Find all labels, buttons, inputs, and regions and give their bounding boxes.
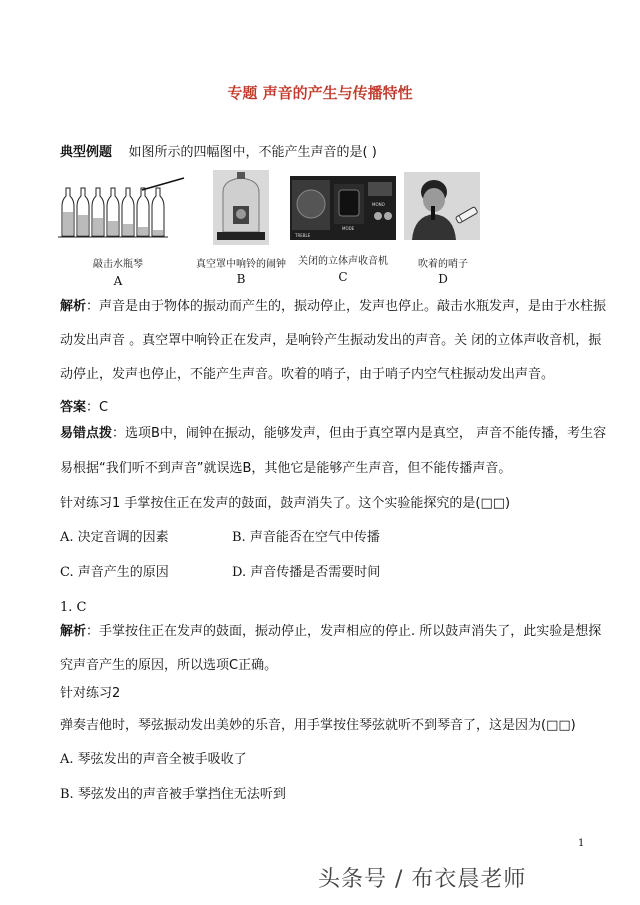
- error-tip-label: 易错点拨: [60, 426, 113, 441]
- practice1-analysis-label: 解析: [60, 624, 87, 639]
- figure-b-vacuum-jar: [213, 170, 269, 245]
- example-label: 典型例题: [60, 145, 113, 160]
- example-question-line: [60, 143, 588, 163]
- figure-d-whistle-boy: [404, 172, 480, 240]
- page-number: 1: [578, 838, 585, 849]
- radio-label-mono: MONO: [372, 202, 385, 207]
- practice2-heading: 针对练习2: [60, 686, 121, 701]
- example-analysis-line-2: 动发出声音 。真空罩中响铃正在发声，是响铃产生振动发出的声音。关 闭的立体声收音机，振: [60, 333, 602, 348]
- example-analysis-line-1: 解析：声音是由于物体的振动而产生的，振动停止，发声也停止。敲击水瓶发声，是由于水柱振: [60, 299, 607, 314]
- figure-a-bottles: [58, 172, 188, 242]
- bottles-icon: [58, 172, 188, 242]
- practice1-analysis-line-1: 解析：手掌按住正在发声的鼓面，振动停止，发声相应的停止. 所以鼓声消失了，此实验是想探: [60, 624, 602, 639]
- practice1-option-d: D. 声音传播是否需要时间: [232, 565, 381, 580]
- vacuum-jar-icon: [213, 170, 269, 245]
- practice1-heading: 针对练习1 手掌按住正在发声的鼓面，鼓声消失了。这个实验能探究的是(□□): [60, 496, 511, 511]
- practice1-analysis-line-2: 究声音产生的原因，所以选项C正确。: [60, 658, 278, 673]
- figure-a-letter: A: [113, 274, 123, 288]
- figure-c-letter: C: [338, 270, 348, 284]
- figure-a-caption: 敲击水瓶琴: [93, 259, 143, 270]
- practice1-option-b: B. 声音能否在空气中传播: [232, 530, 380, 545]
- figure-c-radio: [290, 176, 396, 240]
- practice1-answer: 1. C: [60, 600, 87, 615]
- figure-b-letter: B: [236, 272, 246, 286]
- example-question: 如图所示的四幅图中，不能产生声音的是( ): [128, 145, 377, 160]
- whistle-boy-icon: [404, 172, 480, 240]
- figure-b-caption: 真空罩中响铃的闹钟: [196, 259, 286, 270]
- practice1-option-a: A. 决定音调的因素: [60, 530, 169, 545]
- error-tip-line-1: 易错点拨：选项B中，闹钟在振动，能够发声，但由于真空罩内是真空， 声音不能传播，考生容: [60, 426, 607, 441]
- answer-label: 答案: [60, 400, 87, 415]
- page-title: 专题 声音的产生与传播特性: [227, 84, 413, 102]
- practice1-option-c: C. 声音产生的原因: [60, 565, 169, 580]
- radio-label-treble: TREBLE: [295, 233, 311, 238]
- error-tip-line-2: 易根据“我们听不到声音”就误选B，其他它是能够产生声音，但不能传播声音。: [60, 461, 512, 476]
- practice2-option-a: A. 琴弦发出的声音全被手吸收了: [60, 752, 247, 767]
- radio-label-mode: MODE: [342, 226, 355, 231]
- example-answer: [60, 398, 588, 418]
- watermark: 头条号 / 布衣晨老师: [318, 867, 527, 892]
- practice2-option-b: B. 琴弦发出的声音被手掌挡住无法听到: [60, 787, 286, 802]
- analysis-label: 解析: [60, 299, 87, 314]
- practice2-question: 弹奏吉他时，琴弦振动发出美妙的乐音，用手掌按住琴弦就听不到琴音了，这是因为(□□): [60, 718, 576, 733]
- figure-d-caption: 吹着的哨子: [418, 259, 468, 270]
- radio-icon: [290, 176, 396, 240]
- answer-value: ：C: [86, 400, 109, 415]
- example-analysis-line-3: 动停止，发声也停止，不能产生声音。吹着的哨子，由于哨子内空气柱振动发出声音。: [60, 367, 555, 382]
- figure-c-caption: 关闭的立体声收音机: [298, 256, 388, 267]
- figure-d-letter: D: [438, 272, 448, 286]
